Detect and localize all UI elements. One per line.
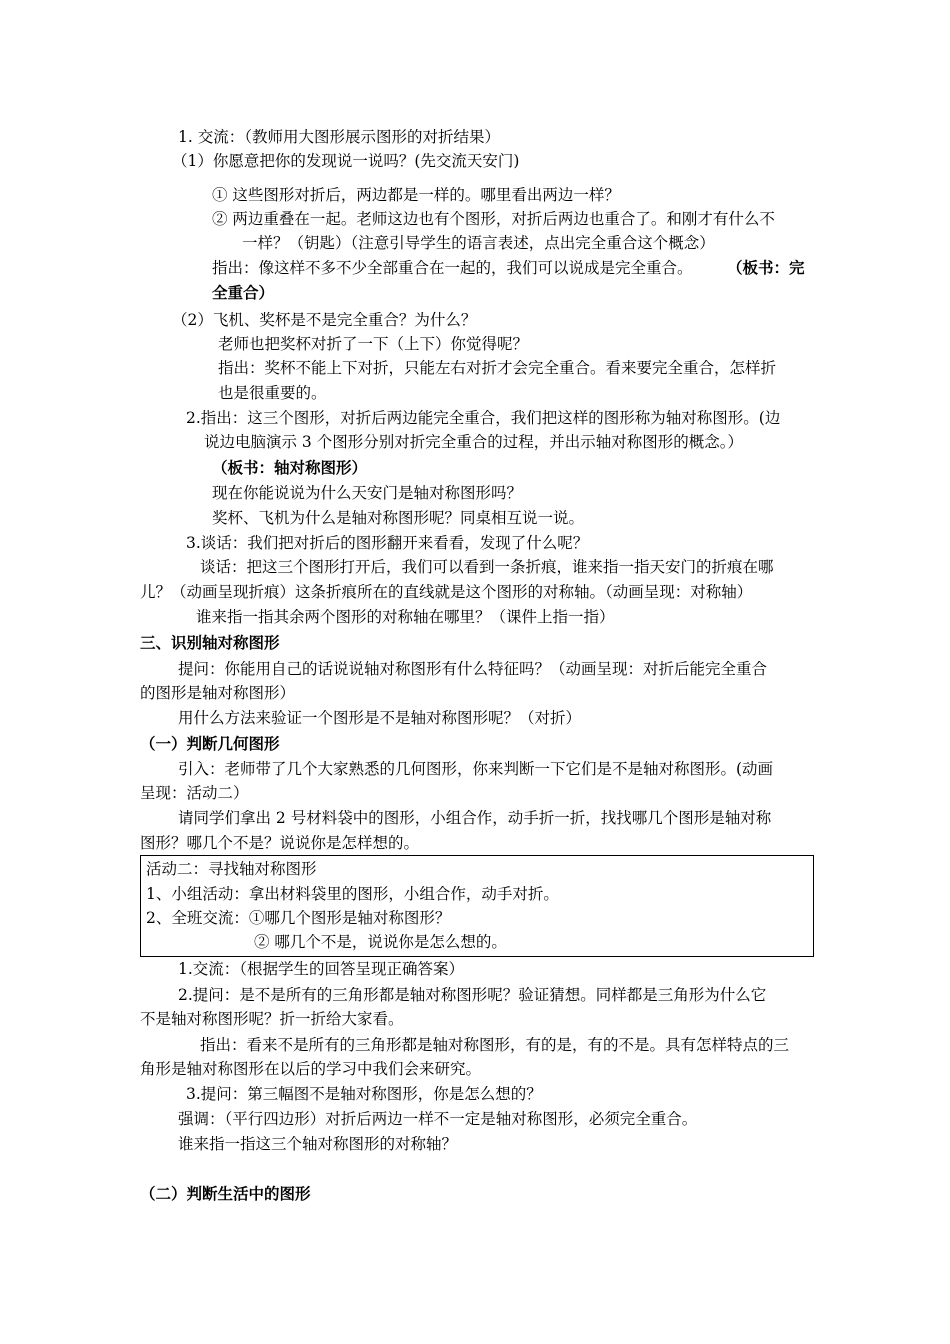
text-line: ① 这些图形对折后，两边都是一样的。哪里看出两边一样？ [212, 186, 620, 204]
text-line: 呈现：活动二） [140, 784, 249, 802]
text-line: 谁来指一指这三个轴对称图形的对称轴？ [178, 1135, 458, 1153]
text-line: 2.提问：是不是所有的三角形都是轴对称图形呢？验证猜想。同样都是三角形为什么它 [178, 986, 767, 1004]
text-line: 指出：像这样不多不少全部重合在一起的，我们可以说成是完全重合。 [212, 259, 693, 277]
text-line: （1）你愿意把你的发现说一说吗？(先交流天安门) [172, 152, 520, 170]
activity-item: ② 哪几个不是，说说你是怎么想的。 [254, 933, 507, 951]
text-line: 谈话：把这三个图形打开后，我们可以看到一条折痕，谁来指一指天安门的折痕在哪 [200, 558, 774, 576]
text-line: 1. 交流：（教师用大图形展示图形的对折结果） [178, 128, 500, 146]
text-line: 指出：奖杯不能上下对折，只能左右对折才会完全重合。看来要完全重合，怎样折 [218, 359, 777, 377]
text-line: 奖杯、飞机为什么是轴对称图形呢？同桌相互说一说。 [212, 509, 585, 527]
text-line: 提问：你能用自己的话说说轴对称图形有什么特征吗？（动画呈现：对折后能完全重合 [178, 660, 768, 678]
text-line: 图形？哪几个不是？说说你是怎样想的。 [140, 834, 420, 852]
text-line: 3.提问：第三幅图不是轴对称图形，你是怎么想的？ [186, 1085, 542, 1103]
subsection-heading: （一）判断几何图形 [140, 734, 280, 753]
text-line: 3.谈话：我们把对折后的图形翻开来看看，发现了什么呢？ [186, 534, 589, 552]
text-line: 老师也把奖杯对折了一下（上下）你觉得呢？ [218, 335, 529, 353]
text-line: 一样？（钥匙）（注意引导学生的语言表述，点出完全重合这个概念） [242, 234, 715, 252]
text-line: 儿？（动画呈现折痕）这条折痕所在的直线就是这个图形的对称轴。（动画呈现：对称轴） [140, 583, 753, 601]
text-line: 2.指出：这三个图形，对折后两边能完全重合，我们把这样的图形称为轴对称图形。(边 [186, 409, 781, 427]
text-line: 强调：（平行四边形）对折后两边一样不一定是轴对称图形，必须完全重合。 [178, 1110, 698, 1128]
section-heading: 三、识别轴对称图形 [140, 633, 280, 652]
text-line: 谁来指一指其余两个图形的对称轴在哪里？（课件上指一指） [196, 608, 615, 626]
text-line: 的图形是轴对称图形） [140, 684, 296, 702]
text-line: 请同学们拿出 2 号材料袋中的图形，小组合作，动手折一折，找找哪几个图形是轴对称 [178, 809, 772, 827]
board-note: 全重合） [212, 283, 275, 302]
text-line: 用什么方法来验证一个图形是不是轴对称图形呢？（对折） [178, 709, 582, 727]
subsection-heading: （二）判断生活中的图形 [140, 1184, 311, 1203]
text-line: 说边电脑演示 3 个图形分别对折完全重合的过程，并出示轴对称图形的概念。） [204, 433, 743, 451]
text-line: ② 两边重叠在一起。老师这边也有个图形，对折后两边也重合了。和刚才有什么不 [212, 210, 775, 228]
text-line: 引入：老师带了几个大家熟悉的几何图形，你来判断一下它们是不是轴对称图形。(动画 [178, 760, 774, 778]
activity-title: 活动二：寻找轴对称图形 [146, 860, 317, 878]
board-note: （板书：完 [727, 258, 805, 277]
text-line: 角形是轴对称图形在以后的学习中我们会来研究。 [140, 1060, 482, 1078]
board-note: （板书：轴对称图形） [212, 458, 368, 477]
text-line: 现在你能说说为什么天安门是轴对称图形吗？ [212, 484, 523, 502]
text-line: （2）飞机、奖杯是不是完全重合？为什么？ [172, 311, 477, 329]
text-line: 不是轴对称图形呢？折一折给大家看。 [140, 1010, 404, 1028]
text-line: 也是很重要的。 [218, 384, 327, 402]
activity-item: 2、全班交流：①哪几个图形是轴对称图形？ [146, 909, 451, 927]
activity-item: 1、小组活动：拿出材料袋里的图形，小组合作，动手对折。 [146, 885, 559, 903]
text-line: 1.交流：（根据学生的回答呈现正确答案） [178, 960, 465, 978]
text-line: 指出：看来不是所有的三角形都是轴对称图形，有的是，有的不是。具有怎样特点的三 [200, 1036, 790, 1054]
